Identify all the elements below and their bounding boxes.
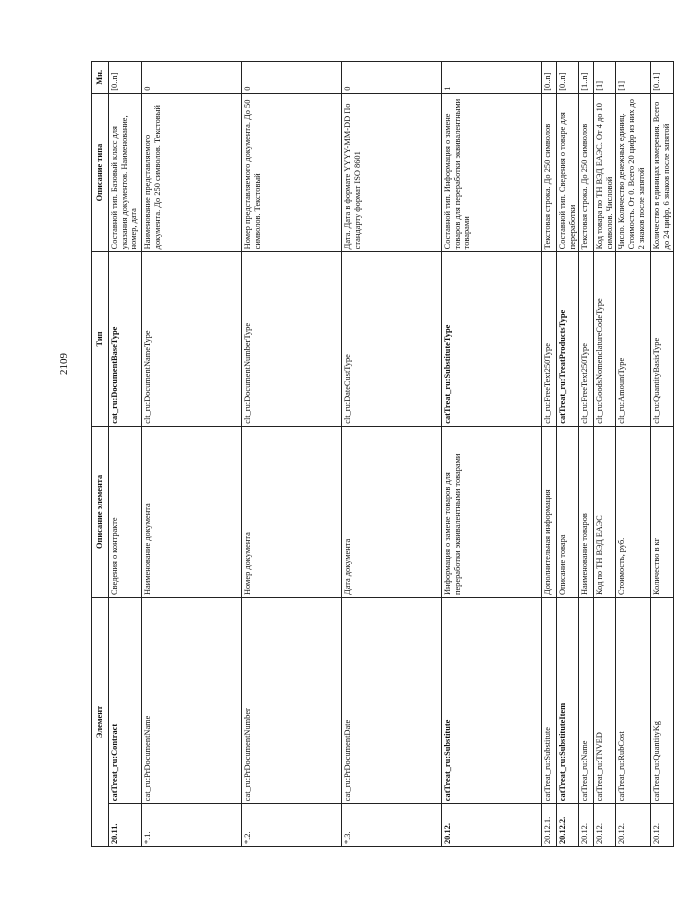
row-type-desc: Составной тип. Информация о замене товаров для переработки эквивалентными товарами <box>442 93 542 252</box>
rotated-table-container <box>91 61 671 847</box>
row-type: clt_ru:FreeText250Type <box>542 252 557 426</box>
row-type-desc: Дата. Дата в формате YYYY-MM-DD По стандарту формат ISO 8601 <box>342 93 442 252</box>
row-type-desc: Составной тип. Сведения о товаре для переработки <box>557 93 579 252</box>
row-element-desc: Наименование товаров <box>579 426 594 597</box>
table-row <box>109 62 142 847</box>
row-element-desc: Дата документа <box>342 426 442 597</box>
row-type: clt_ru:GoodsNomenclatureCodeType <box>594 252 616 426</box>
row-num: 20.12. <box>579 804 594 847</box>
row-type: cat_ru:DocumentBaseType <box>109 252 142 426</box>
row-type: clt_ru:DocumentNameType <box>142 252 242 426</box>
table-row <box>616 62 651 847</box>
header-row <box>92 62 109 847</box>
row-element-desc: Описание товара <box>557 426 579 597</box>
row-mult: [1] <box>594 62 616 94</box>
table-row <box>594 62 616 847</box>
row-element-desc: Дополнительная информация <box>542 426 557 597</box>
row-num: 20.12. <box>594 804 616 847</box>
header-element: Элемент <box>92 598 109 847</box>
row-type: clt_ru:QuantityBasisType <box>651 252 673 426</box>
row-element-desc: Сведения о контракте <box>109 426 142 597</box>
row-num: 20.12. <box>442 804 542 847</box>
row-element-desc: Информация о замене товаров для переработки эквивалентными товарами <box>442 426 542 597</box>
row-mult: [0..n] <box>557 62 579 94</box>
table-row <box>242 62 342 847</box>
row-mult: 0 <box>142 62 242 94</box>
table-row <box>651 62 673 847</box>
row-type-desc: Составной тип. Базовый класс для указания документов. Наименование, номер, дата <box>109 93 142 252</box>
row-mult: 0 <box>242 62 342 94</box>
spec-table <box>91 61 674 847</box>
row-type: clt_ru:AmountType <box>616 252 651 426</box>
page-number: 2109 <box>58 353 70 375</box>
row-element: catTreat_ru:SubstituteItem <box>557 598 579 804</box>
row-num: 20.12. <box>616 804 651 847</box>
row-type: catTreat_ru:SubstituteType <box>442 252 542 426</box>
row-num: 20.12. <box>651 804 673 847</box>
row-type: clt_ru:FreeText250Type <box>579 252 594 426</box>
row-num: *.1. <box>142 804 242 847</box>
table-row <box>442 62 542 847</box>
row-element: catTreat_ru:Substitute <box>542 598 557 804</box>
row-num: 20.12.1. <box>542 804 557 847</box>
row-element: cat_ru:PrDocumentName <box>142 598 242 804</box>
row-num: 20.11. <box>109 804 142 847</box>
row-element-desc: Количество в кг <box>651 426 673 597</box>
row-num: *.2. <box>242 804 342 847</box>
row-element: catTreat_ru:RubCost <box>616 598 651 804</box>
row-mult: [1] <box>616 62 651 94</box>
header-element-desc: Описание элемента <box>92 426 109 597</box>
table-row <box>542 62 557 847</box>
table-row <box>142 62 242 847</box>
row-type-desc: Текстовая строка. До 250 символов <box>542 93 557 252</box>
row-mult: 0 <box>342 62 442 94</box>
row-num: 20.12.2. <box>557 804 579 847</box>
table-row <box>557 62 579 847</box>
row-mult: [0..n] <box>542 62 557 94</box>
row-type-desc: Номер представляемого документа. До 50 символов. Текстовый <box>242 93 342 252</box>
row-type: catTreat_ru:TreatProductsType <box>557 252 579 426</box>
row-mult: [0..1] <box>651 62 673 94</box>
row-type-desc: Число. Количество денежных единиц. Стоимость. От 0. Всего 20 цифр из них до 2 знаков после запятой <box>616 93 651 252</box>
row-element-desc: Код по ТН ВЭД ЕАЭС <box>594 426 616 597</box>
row-type-desc: Текстовая строка. До 250 символов <box>579 93 594 252</box>
header-type: Тип <box>92 252 109 426</box>
row-type-desc: Код товара по ТН ВЭД ЕАЭС. От 4 до 10 символов. Числовой <box>594 93 616 252</box>
row-mult: [0..n] <box>109 62 142 94</box>
row-element-desc: Наименование документа <box>142 426 242 597</box>
row-type-desc: Наименование представляемого документа. До 250 символов. Текстовый <box>142 93 242 252</box>
row-mult: [1..n] <box>579 62 594 94</box>
header-type-desc: Описание типа <box>92 93 109 252</box>
row-element: catTreat_ru:Substitute <box>442 598 542 804</box>
row-element-desc: Стоимость, руб. <box>616 426 651 597</box>
row-element: catTreat_ru:Contract <box>109 598 142 804</box>
row-element: cat_ru:PrDocumentNumber <box>242 598 342 804</box>
row-element: catTreat_ru:QuantityKg <box>651 598 673 804</box>
row-num: *.3. <box>342 804 442 847</box>
header-mult: Мн. <box>92 62 109 94</box>
row-element: cat_ru:PrDocumentDate <box>342 598 442 804</box>
table-row <box>342 62 442 847</box>
row-element-desc: Номер документа <box>242 426 342 597</box>
row-mult: 1 <box>442 62 542 94</box>
row-type: clt_ru:DateCustType <box>342 252 442 426</box>
row-element: catTreat_ru:TNVED <box>594 598 616 804</box>
table-row <box>579 62 594 847</box>
row-type-desc: Количество в единицах измерения. Всего до 24 цифр, 6 знаков после запятой <box>651 93 673 252</box>
row-type: clt_ru:DocumentNumberType <box>242 252 342 426</box>
row-element: catTreat_ru:Name <box>579 598 594 804</box>
